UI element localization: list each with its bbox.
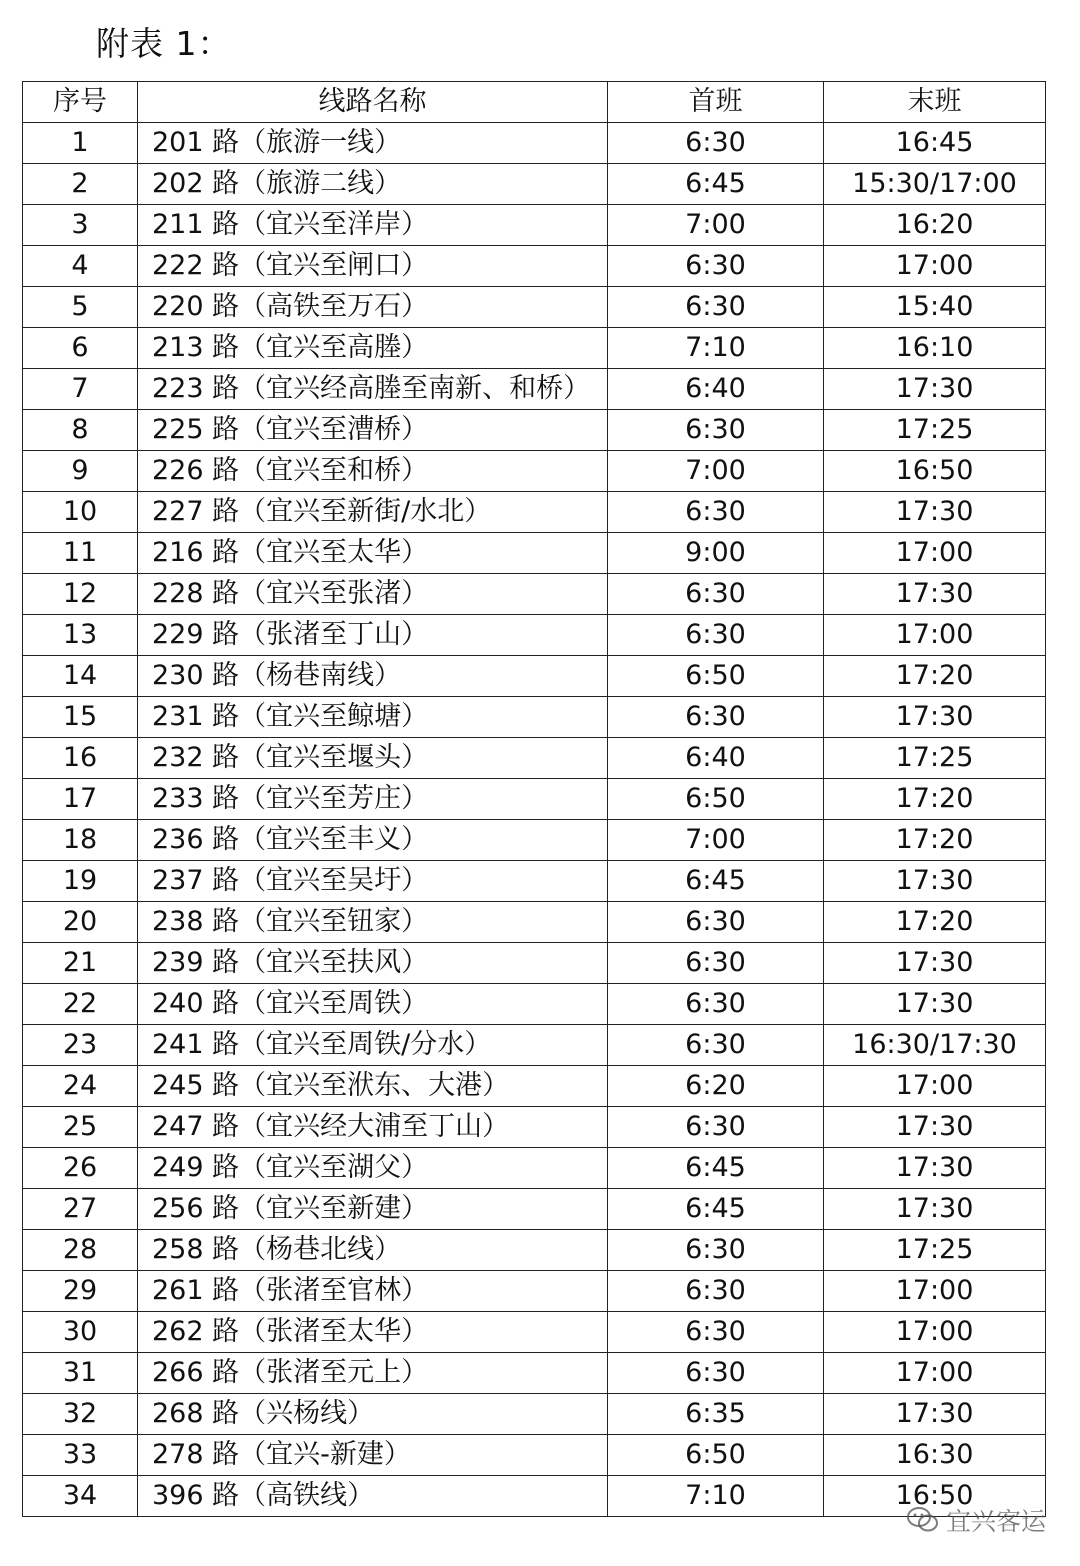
row-index: 24 <box>23 1066 138 1107</box>
last-bus-time: 17:30 <box>824 492 1046 533</box>
last-bus-time: 15:30/17:00 <box>824 164 1046 205</box>
row-index: 32 <box>23 1394 138 1435</box>
route-name: 240 路（宜兴至周铁） <box>138 984 608 1025</box>
last-bus-time: 17:25 <box>824 410 1046 451</box>
first-bus-time: 6:30 <box>608 287 824 328</box>
table-row <box>23 287 1046 328</box>
last-bus-time: 17:00 <box>824 1271 1046 1312</box>
table-row <box>23 1312 1046 1353</box>
first-bus-time: 6:30 <box>608 574 824 615</box>
first-bus-time: 7:00 <box>608 451 824 492</box>
row-index: 30 <box>23 1312 138 1353</box>
page-title: 附表 1： <box>96 24 232 63</box>
last-bus-time: 16:30/17:30 <box>824 1025 1046 1066</box>
row-index: 3 <box>23 205 138 246</box>
table-row <box>23 943 1046 984</box>
first-bus-time: 7:10 <box>608 328 824 369</box>
bus-schedule-table <box>22 81 1046 1517</box>
last-bus-time: 17:30 <box>824 1394 1046 1435</box>
row-index: 27 <box>23 1189 138 1230</box>
last-bus-time: 17:30 <box>824 574 1046 615</box>
last-bus-time: 17:20 <box>824 779 1046 820</box>
first-bus-time: 6:20 <box>608 1066 824 1107</box>
route-name: 261 路（张渚至官林） <box>138 1271 608 1312</box>
first-bus-time: 6:30 <box>608 697 824 738</box>
route-name: 266 路（张渚至元上） <box>138 1353 608 1394</box>
table-row <box>23 861 1046 902</box>
route-name: 220 路（高铁至万石） <box>138 287 608 328</box>
row-index: 12 <box>23 574 138 615</box>
header-first-bus: 首班 <box>608 82 824 123</box>
table-row <box>23 1230 1046 1271</box>
last-bus-time: 17:30 <box>824 697 1046 738</box>
last-bus-time: 16:50 <box>824 451 1046 492</box>
wechat-icon <box>906 1505 940 1535</box>
row-index: 31 <box>23 1353 138 1394</box>
first-bus-time: 6:35 <box>608 1394 824 1435</box>
last-bus-time: 17:30 <box>824 984 1046 1025</box>
row-index: 13 <box>23 615 138 656</box>
last-bus-time: 16:10 <box>824 328 1046 369</box>
last-bus-time: 17:00 <box>824 615 1046 656</box>
row-index: 10 <box>23 492 138 533</box>
row-index: 20 <box>23 902 138 943</box>
first-bus-time: 6:50 <box>608 1435 824 1476</box>
last-bus-time: 17:00 <box>824 533 1046 574</box>
table-row <box>23 1025 1046 1066</box>
route-name: 249 路（宜兴至湖父） <box>138 1148 608 1189</box>
last-bus-time: 17:30 <box>824 369 1046 410</box>
row-index: 18 <box>23 820 138 861</box>
row-index: 7 <box>23 369 138 410</box>
table-row <box>23 1476 1046 1517</box>
first-bus-time: 6:30 <box>608 1271 824 1312</box>
row-index: 17 <box>23 779 138 820</box>
table-row <box>23 1189 1046 1230</box>
route-name: 245 路（宜兴至洑东、大港） <box>138 1066 608 1107</box>
table-row <box>23 1066 1046 1107</box>
route-name: 201 路（旅游一线） <box>138 123 608 164</box>
row-index: 6 <box>23 328 138 369</box>
first-bus-time: 6:50 <box>608 779 824 820</box>
table-row <box>23 533 1046 574</box>
table-row <box>23 1107 1046 1148</box>
route-name: 223 路（宜兴经高塍至南新、和桥） <box>138 369 608 410</box>
row-index: 8 <box>23 410 138 451</box>
header-index: 序号 <box>23 82 138 123</box>
first-bus-time: 6:30 <box>608 410 824 451</box>
last-bus-time: 17:25 <box>824 738 1046 779</box>
last-bus-time: 17:30 <box>824 1189 1046 1230</box>
last-bus-time: 17:20 <box>824 902 1046 943</box>
route-name: 268 路（兴杨线） <box>138 1394 608 1435</box>
first-bus-time: 6:30 <box>608 1025 824 1066</box>
first-bus-time: 6:45 <box>608 1189 824 1230</box>
table-row <box>23 451 1046 492</box>
last-bus-time: 17:00 <box>824 1353 1046 1394</box>
route-name: 237 路（宜兴至吴圩） <box>138 861 608 902</box>
header-route-name: 线路名称 <box>138 82 608 123</box>
row-index: 28 <box>23 1230 138 1271</box>
route-name: 238 路（宜兴至钮家） <box>138 902 608 943</box>
first-bus-time: 6:30 <box>608 492 824 533</box>
first-bus-time: 6:30 <box>608 902 824 943</box>
first-bus-time: 6:45 <box>608 861 824 902</box>
table-row <box>23 697 1046 738</box>
table-row <box>23 369 1046 410</box>
first-bus-time: 6:30 <box>608 246 824 287</box>
route-name: 262 路（张渚至太华） <box>138 1312 608 1353</box>
table-header-row <box>23 82 1046 123</box>
last-bus-time: 17:00 <box>824 1066 1046 1107</box>
last-bus-time: 16:45 <box>824 123 1046 164</box>
first-bus-time: 6:30 <box>608 615 824 656</box>
row-index: 21 <box>23 943 138 984</box>
route-name: 239 路（宜兴至扶风） <box>138 943 608 984</box>
route-name: 278 路（宜兴-新建） <box>138 1435 608 1476</box>
table-row <box>23 1271 1046 1312</box>
row-index: 33 <box>23 1435 138 1476</box>
row-index: 15 <box>23 697 138 738</box>
route-name: 225 路（宜兴至漕桥） <box>138 410 608 451</box>
last-bus-time: 16:20 <box>824 205 1046 246</box>
first-bus-time: 6:40 <box>608 369 824 410</box>
first-bus-time: 6:30 <box>608 1107 824 1148</box>
row-index: 14 <box>23 656 138 697</box>
route-name: 202 路（旅游二线） <box>138 164 608 205</box>
row-index: 16 <box>23 738 138 779</box>
table-row <box>23 410 1046 451</box>
row-index: 19 <box>23 861 138 902</box>
table-row <box>23 123 1046 164</box>
last-bus-time: 17:00 <box>824 246 1046 287</box>
row-index: 26 <box>23 1148 138 1189</box>
last-bus-time: 17:30 <box>824 943 1046 984</box>
route-name: 230 路（杨巷南线） <box>138 656 608 697</box>
route-name: 247 路（宜兴经大浦至丁山） <box>138 1107 608 1148</box>
first-bus-time: 6:30 <box>608 1353 824 1394</box>
row-index: 34 <box>23 1476 138 1517</box>
table-row <box>23 246 1046 287</box>
table-row <box>23 492 1046 533</box>
last-bus-time: 17:25 <box>824 1230 1046 1271</box>
table-row <box>23 574 1046 615</box>
first-bus-time: 6:30 <box>608 984 824 1025</box>
row-index: 9 <box>23 451 138 492</box>
row-index: 11 <box>23 533 138 574</box>
table-row <box>23 656 1046 697</box>
route-name: 229 路（张渚至丁山） <box>138 615 608 656</box>
table-row <box>23 328 1046 369</box>
route-name: 216 路（宜兴至太华） <box>138 533 608 574</box>
row-index: 1 <box>23 123 138 164</box>
row-index: 22 <box>23 984 138 1025</box>
route-name: 222 路（宜兴至闸口） <box>138 246 608 287</box>
table-row <box>23 902 1046 943</box>
last-bus-time: 16:50 <box>824 1476 1046 1517</box>
route-name: 256 路（宜兴至新建） <box>138 1189 608 1230</box>
route-name: 241 路（宜兴至周铁/分水） <box>138 1025 608 1066</box>
table-row <box>23 820 1046 861</box>
table-row <box>23 738 1046 779</box>
first-bus-time: 6:30 <box>608 123 824 164</box>
first-bus-time: 6:30 <box>608 1312 824 1353</box>
route-name: 232 路（宜兴至堰头） <box>138 738 608 779</box>
table-row <box>23 984 1046 1025</box>
table-row <box>23 205 1046 246</box>
route-name: 227 路（宜兴至新街/水北） <box>138 492 608 533</box>
watermark <box>906 1502 1046 1538</box>
watermark-text: 宜兴客运 <box>945 1507 1046 1536</box>
last-bus-time: 17:20 <box>824 656 1046 697</box>
first-bus-time: 6:45 <box>608 1148 824 1189</box>
route-name: 213 路（宜兴至高塍） <box>138 328 608 369</box>
table-row <box>23 1148 1046 1189</box>
route-name: 258 路（杨巷北线） <box>138 1230 608 1271</box>
last-bus-time: 17:30 <box>824 861 1046 902</box>
first-bus-time: 6:30 <box>608 943 824 984</box>
route-name: 233 路（宜兴至芳庄） <box>138 779 608 820</box>
table-row <box>23 615 1046 656</box>
first-bus-time: 6:30 <box>608 1230 824 1271</box>
last-bus-time: 17:30 <box>824 1107 1046 1148</box>
last-bus-time: 17:30 <box>824 1148 1046 1189</box>
first-bus-time: 6:45 <box>608 164 824 205</box>
first-bus-time: 6:40 <box>608 738 824 779</box>
first-bus-time: 6:50 <box>608 656 824 697</box>
last-bus-time: 15:40 <box>824 287 1046 328</box>
last-bus-time: 17:00 <box>824 1312 1046 1353</box>
table-row <box>23 164 1046 205</box>
route-name: 226 路（宜兴至和桥） <box>138 451 608 492</box>
route-name: 396 路（高铁线） <box>138 1476 608 1517</box>
row-index: 4 <box>23 246 138 287</box>
first-bus-time: 9:00 <box>608 533 824 574</box>
table-row <box>23 1394 1046 1435</box>
last-bus-time: 17:20 <box>824 820 1046 861</box>
route-name: 228 路（宜兴至张渚） <box>138 574 608 615</box>
row-index: 2 <box>23 164 138 205</box>
row-index: 5 <box>23 287 138 328</box>
route-name: 231 路（宜兴至鲸塘） <box>138 697 608 738</box>
first-bus-time: 7:00 <box>608 205 824 246</box>
row-index: 23 <box>23 1025 138 1066</box>
row-index: 25 <box>23 1107 138 1148</box>
row-index: 29 <box>23 1271 138 1312</box>
route-name: 211 路（宜兴至洋岸） <box>138 205 608 246</box>
last-bus-time: 16:30 <box>824 1435 1046 1476</box>
table-row <box>23 1435 1046 1476</box>
header-last-bus: 末班 <box>824 82 1046 123</box>
first-bus-time: 7:10 <box>608 1476 824 1517</box>
table-row <box>23 1353 1046 1394</box>
first-bus-time: 7:00 <box>608 820 824 861</box>
table-row <box>23 779 1046 820</box>
route-name: 236 路（宜兴至丰义） <box>138 820 608 861</box>
